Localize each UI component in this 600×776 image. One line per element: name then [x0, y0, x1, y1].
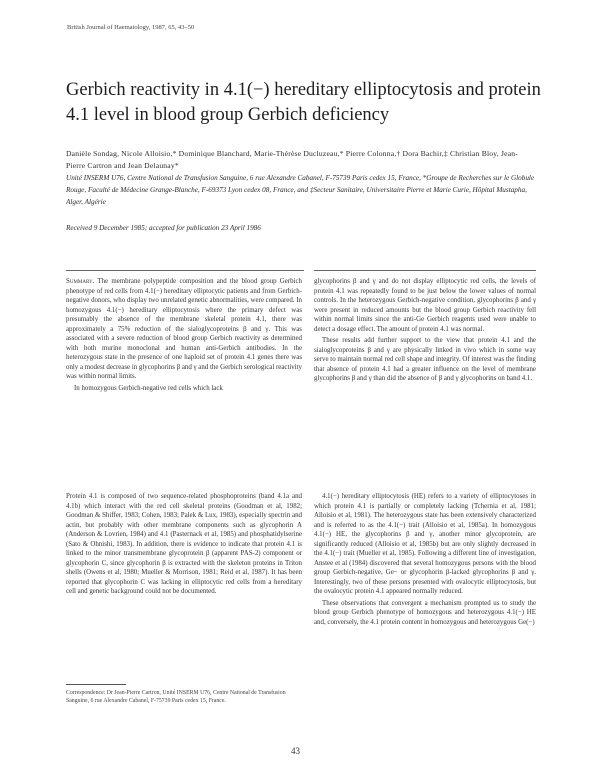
correspondence-footnote: Correspondence: Dr Jean-Pierre Cartron, Unité INSERM U76, Centre National de Transfusion Sanguine, 6 rue Alexandre Cabanel, F-75739 Paris cedex 15, France. [66, 690, 286, 704]
body-left-column [66, 492, 302, 599]
body-paragraph: 4.1(−) hereditary elliptocytosis (HE) refers to a variety of elliptocytoses in which protein 4.1 is partially or completely lacking (Tchernia et al, 1981; Alloisio et al, 1981). The heterozygous state has been extensively characterized and is referred to as the 4.1(−) trait (Alloisio et al, 1985a). In homozygous 4.1(−) HE, the glycophorins β and γ, another minor glycoprotein, are significantly reduced (Alloisio et al, 1985b) but are only slightly decreased in the 4.1(−) trait (Mueller et al, 1985). Following a different line of investigation, Anstee et al (1984) discovered that several homozygous persons with the blood group Gerbich-negative, Ge− or glycophorin β-lacked glycophorins β and γ. Interestingly, two of these persons presented with ovalocytic elliptocytosis, but the ovalocytic protein 4.1 appeared normally reduced. [314, 493, 536, 595]
article-title: Gerbich reactivity in 4.1(−) hereditary elliptocytosis and protein 4.1 level in blood group Gerbich deficiency [66, 80, 541, 125]
summary-paragraph: These results add further support to the view that protein 4.1 and the sialoglycoproteins β and γ are physically linked in vivo which in some way serve to maintain normal red cell shape and integrity. Of interest was the finding that absence of protein 4.1 had a greater influence on the level of membrane glycophorins β and γ than did the absence of β and γ glycophorins on band 4.1. [314, 337, 536, 382]
body-right-column [314, 492, 536, 629]
summary-paragraph: In homozygous Gerbich-negative red cells which lack [74, 384, 223, 392]
summary-paragraph: glycophorins β and γ and do not display elliptocytic red cells, the levels of protein 4.1 was repeatedly found to be just below the lower values of normal controls. In the heterozygous Gerbich-negative condition, glycophorins β and γ were present in reduced amounts but the blood group Gerbich reactivity fell within normal limits since the anti-Ge Gerbich reagents used were unable to detect a dosage effect. The amount of protein 4.1 was normal. [314, 278, 536, 333]
body-paragraph: Protein 4.1 is composed of two sequence-related phosphoproteins (band 4.1a and 4.1b) which interact with the red cell skeletal proteins (Goodman et al, 1982; Goodman & Shiffer, 1983; Cohen, 1983; Palek & Lux, 1983), especially spectrin and actin, but probably with other membrane components such as glycophorin A (Anderson & Lovrien, 1984) and 4.1 (Pasternack et al, 1985) and phosphatidylserine (Sato & Ohnishi, 1983). In addition, there is evidence to indicate that protein 4.1 is linked to the minor transmembrane glycoprotein β (apparent PAS-2) component or glycophorin C, since glycophorin β is extracted with the skeleton proteins in Triton shells (Owens et al, 1980; Mueller & Morrison, 1981; Reid et al, 1987). It has been reported that glycophorin C was lacking in elliptocytic red cells from a hereditary cell and genetic background could not be documented. [66, 493, 302, 595]
summary-text: The membrane polypeptide composition and the blood group Gerbich phenotype of red cells from 4.1(−) hereditary elliptocytic patients and from Gerbich-negative donors, who display two unrelated genetic abnormalities, were compared. In homozygous 4.1(−) hereditary elliptocytosis where the primary defect was presumably the absence of the membrane skeletal protein 4.1, there was approximately a 75% reduction of the sialoglycoproteins β and γ. This was associated with a severe reduction of blood group Gerbich reactivity as determined with both murine monoclonal and human anti-Gerbich antibodies. In the heterozygous state in the presence of one haploid set of protein 4.1 genes there was only a modest decrease in glycophorins β and γ and the Gerbich serological reactivity was within normal limits. [66, 278, 302, 380]
author-list: Danièle Sondag, Nicole Alloisio,* Dominique Blanchard, Marie-Thérèse Ducluzeau,* Pierre Colonna,† Dora Bachir,‡ Christian Bloy, Jean-Pierre Cartron and Jean Delaunay* [66, 149, 518, 170]
body-paragraph: These observations that convergent a mechanism prompted us to study the blood group Gerbich phenotype of homozygous and heterozygous 4.1(−) HE and, conversely, the 4.1 protein content in homozygous and heterozygous Ge(−) [314, 599, 536, 626]
summary-left-column [66, 277, 302, 395]
summary-right-column [314, 277, 536, 386]
summary-paragraph [66, 277, 302, 382]
summary-rule-right [314, 270, 536, 271]
received-date: Received 9 December 1985; accepted for publication 23 April 1986 [66, 224, 261, 232]
page-number: 43 [291, 746, 300, 756]
footnote-rule [66, 684, 126, 685]
summary-rule-left [66, 270, 304, 271]
summary-heading: Summary. [66, 278, 95, 285]
journal-header: British Journal of Haematology, 1987, 65, 43–50 [67, 24, 195, 31]
affiliation: Unité INSERM U76, Centre National de Transfusion Sanguine, 6 rue Alexandre Cabanel, F-75739 Paris cedex 15, France, *Groupe de Recherches sur le Globule Rouge, Faculté de Médecine Grange-Blanche, F-69373 Lyon cedex 08, France, and ‡Secteur Sanitaire, Universitaire Pierre et Marie Curie, Hôpital Mustapha, Alger, Algérie [66, 174, 535, 206]
